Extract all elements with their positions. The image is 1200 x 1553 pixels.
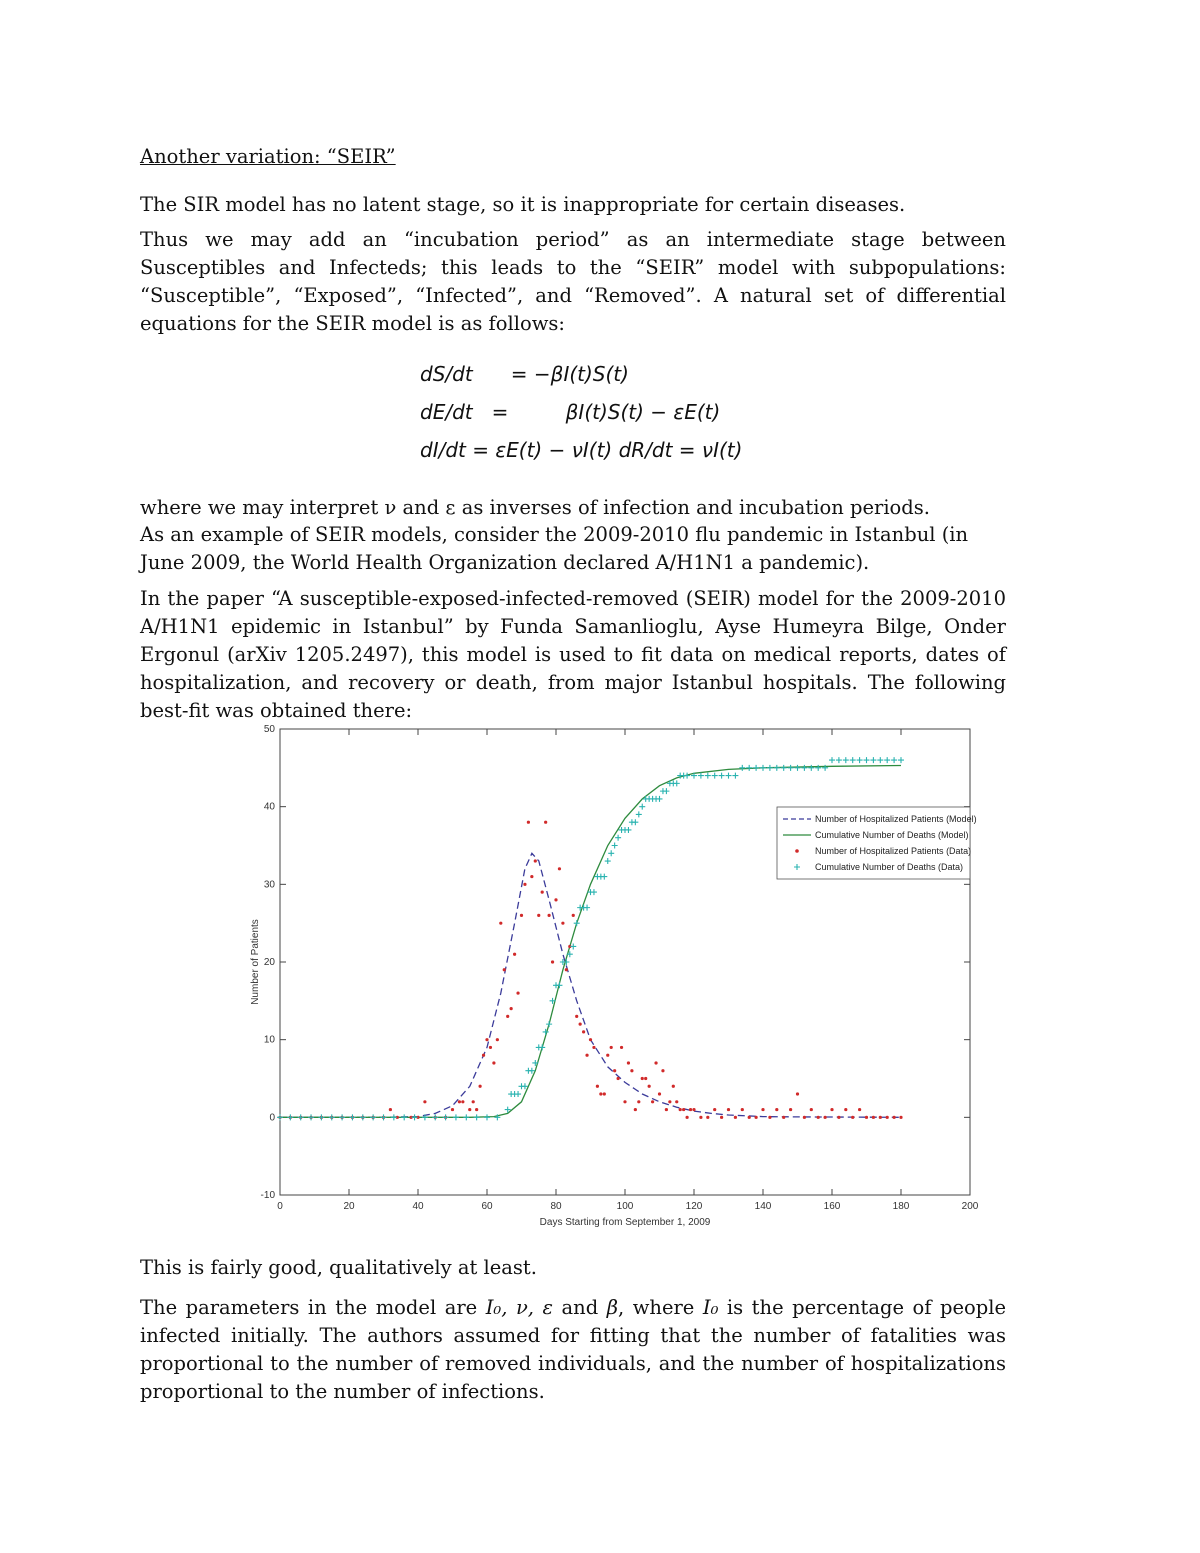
hospitalized-data-point [865, 1116, 868, 1119]
section-heading: Another variation: “SEIR” [140, 145, 396, 168]
paragraph-incubation: Thus we may add an “incubation period” as an intermediate stage between Susceptibles and Infecteds; this leads to the “SEIR” model with subpopulations: “Susceptible”, “Exposed”, “Infected”, and “Removed”. A natural set of differential equations for the SEIR model is as follows: [140, 228, 1006, 335]
hospitalized-data-point [830, 1108, 833, 1111]
x-tick-label: 140 [754, 1201, 772, 1212]
hospitalized-data-point [579, 1023, 582, 1026]
parameters-text-1: The parameters in the model are [140, 1296, 486, 1319]
hospitalized-data-point [727, 1108, 730, 1111]
hospitalized-data-point [851, 1116, 854, 1119]
x-tick-label: 200 [961, 1201, 979, 1212]
parameters-beta: β [606, 1296, 618, 1319]
hospitalized-data-point [551, 960, 554, 963]
hospitalized-data-point [899, 1116, 902, 1119]
hospitalized-data-point [503, 968, 506, 971]
hospitalized-data-point [523, 883, 526, 886]
y-tick-label: 30 [263, 879, 275, 891]
hospitalized-data-point [513, 953, 516, 956]
hospitalized-data-point [644, 1077, 647, 1080]
hospitalized-data-point [686, 1116, 689, 1119]
hospitalized-data-point [689, 1108, 692, 1111]
hospitalized-data-point [755, 1116, 758, 1119]
hospitalized-data-point [558, 867, 561, 870]
y-tick-label: 20 [263, 957, 275, 968]
hospitalized-data-point [561, 922, 564, 925]
hospitalized-data-point [637, 1100, 640, 1103]
hospitalized-data-point [641, 1077, 644, 1080]
hospitalized-data-point [893, 1116, 896, 1119]
y-tick-label: 0 [269, 1112, 275, 1124]
chart-y-axis-label: Number of Patients [250, 919, 261, 1005]
hospitalized-data-point [472, 1100, 475, 1103]
hospitalized-data-point [565, 968, 568, 971]
chart-axes [261, 724, 979, 1212]
hospitalized-data-point [496, 1038, 499, 1041]
hospitalized-data-point [768, 1116, 771, 1119]
parameters-text-4: is the percentage of people infected initially. The authors assumed for fitting that the number of fatalities was proportional to the number of removed individuals, and the number of hospitalizations proportional to the number of infections. [140, 1296, 1007, 1403]
hospitalized-data-point [599, 1092, 602, 1095]
hospitalized-data-point [482, 1054, 485, 1057]
hospitalized-data-point [654, 1061, 657, 1064]
equation-block [420, 362, 743, 482]
hospitalized-data-point [692, 1108, 695, 1111]
hospitalized-data-point [479, 1085, 482, 1088]
x-tick-label: 100 [616, 1201, 634, 1212]
hospitalized-data-point [623, 1100, 626, 1103]
paragraph-parameters [140, 1294, 1006, 1406]
hospitalized-data-point [389, 1108, 392, 1111]
hospitalized-data-point [516, 991, 519, 994]
hospitalized-data-point [872, 1116, 875, 1119]
legend-label-0: Number of Hospitalized Patients (Model) [815, 814, 977, 824]
hospitalized-data-point [661, 1069, 664, 1072]
hospitalized-data-point [534, 859, 537, 862]
hospitalized-data-point [675, 1100, 678, 1103]
legend-swatch-2 [795, 849, 799, 853]
x-tick-label: 40 [412, 1201, 424, 1212]
x-tick-label: 120 [685, 1201, 703, 1212]
hospitalized-data-point [824, 1116, 827, 1119]
hospitalized-data-point [844, 1108, 847, 1111]
parameters-symbols: I₀, ν, ε [485, 1296, 553, 1319]
hospitalized-data-point [775, 1108, 778, 1111]
hospitalized-data-point [589, 1038, 592, 1041]
hospitalized-data-point [706, 1116, 709, 1119]
paragraph-istanbul-example: As an example of SEIR models, consider the 2009-2010 flu pandemic in Istanbul (in June 2009, the World Health Organization declared A/H1N1 a pandemic). [140, 523, 969, 574]
parameters-text-2: and [553, 1296, 607, 1319]
hospitalized-data-point [492, 1061, 495, 1064]
hospitalized-data-point [603, 1092, 606, 1095]
hospitalized-data-point [658, 1092, 661, 1095]
hospitalized-data-point [458, 1100, 461, 1103]
hospitalized-data-point [748, 1116, 751, 1119]
hospitalized-data-point [741, 1108, 744, 1111]
y-tick-label: 50 [263, 724, 275, 735]
hospitalized-data-point [630, 1069, 633, 1072]
hospitalized-data-point [530, 875, 533, 878]
x-tick-label: 180 [892, 1201, 910, 1212]
hospitalized-data-point [782, 1116, 785, 1119]
hospitalized-data-point [817, 1116, 820, 1119]
hospitalized-data-point [468, 1108, 471, 1111]
hospitalized-data-point [858, 1108, 861, 1111]
hospitalized-data-point [699, 1116, 702, 1119]
hospitalized-data-point [879, 1116, 882, 1119]
hospitalized-data-point [520, 914, 523, 917]
parameters-text-3: , where [617, 1296, 703, 1319]
hospitalized-data-point [734, 1116, 737, 1119]
hospitalized-data-point [527, 821, 530, 824]
hospitalized-data-point [585, 1054, 588, 1057]
chart-legend [777, 807, 977, 879]
hospitalized-data-point [510, 1007, 513, 1010]
hospitalized-data-point [461, 1100, 464, 1103]
hospitalized-data-point [634, 1108, 637, 1111]
seir-fit-chart [245, 717, 985, 1232]
hospitalized-data-point [544, 821, 547, 824]
hospitalized-data-point [651, 1100, 654, 1103]
hospitalized-data-point [796, 1092, 799, 1095]
equation-de-dt: dE/dt = βI(t)S(t) − εE(t) [420, 400, 721, 424]
legend-label-1: Cumulative Number of Deaths (Model) [815, 830, 969, 840]
hospitalized-data-point [541, 891, 544, 894]
hospitalized-data-point [582, 1030, 585, 1033]
hospitalized-data-point [613, 1069, 616, 1072]
hospitalized-data-point [803, 1116, 806, 1119]
paragraph-qualitative: This is fairly good, qualitatively at least. [140, 1256, 537, 1279]
hospitalized-data-point [679, 1108, 682, 1111]
hospitalized-data-point [682, 1108, 685, 1111]
hospitalized-data-point [475, 1108, 478, 1111]
legend-label-2: Number of Hospitalized Patients (Data) [815, 846, 972, 856]
y-tick-label: 10 [263, 1034, 275, 1046]
hospitalized-data-point [575, 1015, 578, 1018]
hospitalized-data-point [537, 914, 540, 917]
hospitalized-data-point [423, 1100, 426, 1103]
equation-ds-dt: dS/dt = −βI(t)S(t) [420, 362, 629, 386]
hospitalized-data-point [713, 1108, 716, 1111]
hospitalized-data-point [761, 1108, 764, 1111]
hospitalized-data-point [451, 1108, 454, 1111]
paragraph-paper-reference: In the paper “A susceptible-exposed-infected-removed (SEIR) model for the 2009-2010 A/H1N1 epidemic in Istanbul” by Funda Samanlioglu, Ayse Humeyra Bilge, Onder Ergonul (arXiv 1205.2497), this model is used to fit data on medical reports, dates of hospitalization, and recovery or death, from major Istanbul hospitals. The following best-fit was obtained there: [140, 587, 1006, 722]
hospitalized-data-point [627, 1061, 630, 1064]
legend-label-3: Cumulative Number of Deaths (Data) [815, 862, 964, 872]
paragraph-interpretation: where we may interpret ν and ε as inverses of infection and incubation periods. [140, 496, 930, 519]
x-tick-label: 20 [343, 1201, 355, 1212]
x-tick-label: 160 [823, 1201, 841, 1212]
hospitalized-data-point [489, 1046, 492, 1049]
hospitalized-data-point [837, 1116, 840, 1119]
hospitalized-data-point [506, 1015, 509, 1018]
plot-frame [280, 729, 970, 1195]
x-tick-label: 0 [277, 1201, 283, 1212]
hospitalized-data-point [886, 1116, 889, 1119]
hospitalized-data-point [810, 1108, 813, 1111]
y-tick-label: 40 [263, 801, 275, 813]
paragraph-sir-latent: The SIR model has no latent stage, so it is inappropriate for certain diseases. [140, 193, 906, 216]
chart-x-axis-label: Days Starting from September 1, 2009 [539, 1217, 711, 1228]
hospitalized-data-point [617, 1077, 620, 1080]
hospitalized-data-point [572, 914, 575, 917]
hospitalized-data-point [789, 1108, 792, 1111]
x-tick-label: 60 [481, 1201, 493, 1212]
hospitalized-data-point [592, 1046, 595, 1049]
hospitalized-data-point [668, 1100, 671, 1103]
hospitalized-data-point [596, 1085, 599, 1088]
hospitalized-data-point [499, 922, 502, 925]
hospitalized-data-point [554, 898, 557, 901]
hospitalized-data-point [548, 914, 551, 917]
x-tick-label: 80 [550, 1201, 562, 1212]
hospitalized-data-point [620, 1046, 623, 1049]
hospitalized-data-point [610, 1046, 613, 1049]
parameters-i0: I₀ [702, 1296, 719, 1319]
y-tick-label: -10 [260, 1190, 275, 1201]
hospitalized-data-point [485, 1038, 488, 1041]
hospitalized-data-point [720, 1116, 723, 1119]
hospitalized-data-point [648, 1085, 651, 1088]
hospitalized-data-point [665, 1108, 668, 1111]
hospitalized-data-point [672, 1085, 675, 1088]
equation-di-dr-dt: dI/dt = εE(t) − νI(t) dR/dt = νI(t) [420, 438, 743, 462]
hospitalized-data-point [606, 1054, 609, 1057]
